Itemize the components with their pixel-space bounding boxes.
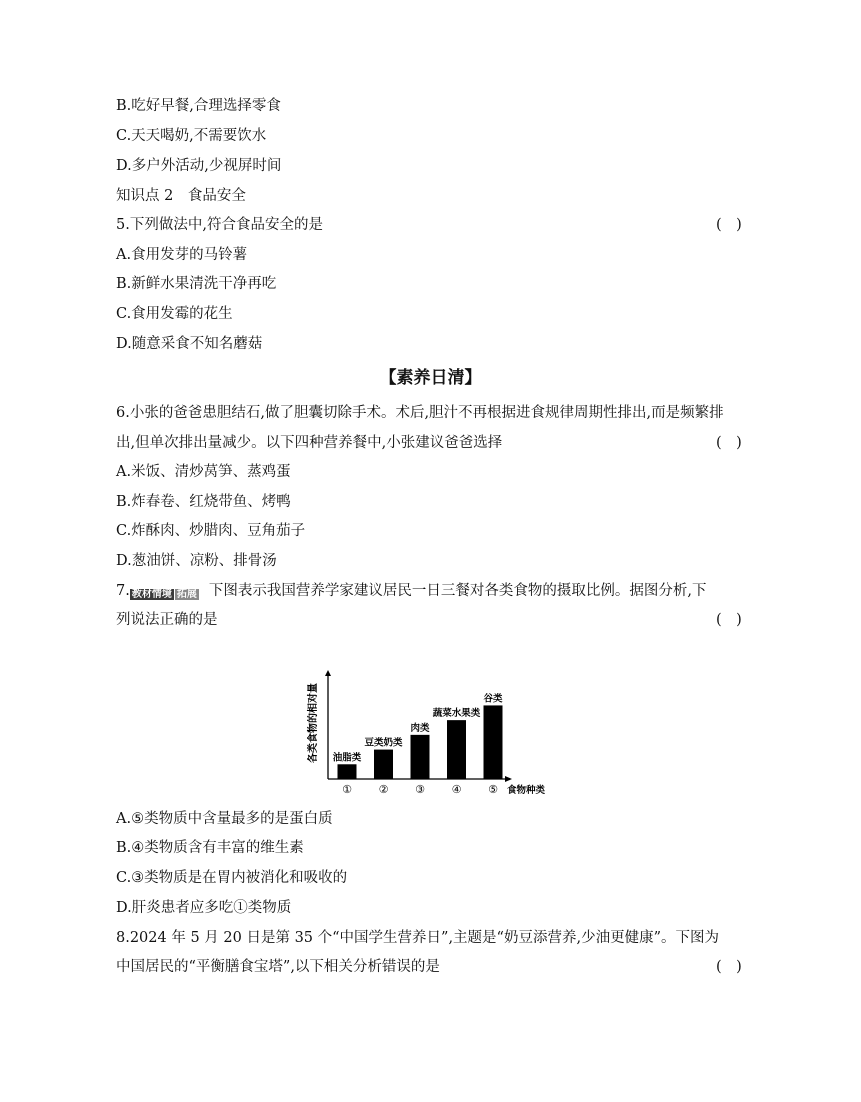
q7-stem-line1 <box>116 581 706 602</box>
q6-option-b: B.炸春卷、红烧带鱼、烤鸭 <box>116 494 291 510</box>
q5-option-a: A.食用发芽的马铃薯 <box>116 247 248 263</box>
x-axis-label: 食物种类 <box>507 785 546 796</box>
x-tick-label-4: ④ <box>451 783 462 796</box>
bar-1 <box>338 764 357 779</box>
x-axis-arrow <box>505 776 512 782</box>
q7-stem-line2: 列说法正确的是 <box>116 612 218 628</box>
q6-stem-line1: 6.小张的爸爸患胆结石,做了胆囊切除手术。术后,胆汁不再根据进食规律周期性排出,而是频繁排 <box>116 405 724 421</box>
food-proportion-chart <box>300 668 562 804</box>
textbook-context-badge <box>130 588 199 602</box>
x-tick-label-3: ③ <box>415 783 425 796</box>
q5-stem: 5.下列做法中,符合食品安全的是 <box>116 217 323 233</box>
badge-part1: 教材情境 <box>131 589 172 600</box>
q6-answer-blank: ( ) <box>716 435 742 451</box>
q7-answer-blank: ( ) <box>716 612 742 628</box>
q6-option-c: C.炸酥肉、炒腊肉、豆角茄子 <box>116 523 306 539</box>
bar-label-4: 蔬菜水果类 <box>432 708 481 720</box>
knowledge-point-heading: 知识点 2 食品安全 <box>116 188 246 204</box>
bar-5 <box>484 705 503 779</box>
q8-stem-line1: 8.2024 年 5 月 20 日是第 35 个“中国学生营养日”,主题是“奶豆添营养,少油更健康”。下图为 <box>116 930 719 946</box>
q7-option-d: D.肝炎患者应多吃①类物质 <box>116 900 292 916</box>
q7-stem-text: 下图表示我国营养学家建议居民一日三餐对各类食物的摄取比例。据图分析,下 <box>208 583 707 599</box>
q7-number: 7. <box>116 583 130 599</box>
bar-label-2: 豆类奶类 <box>364 737 403 749</box>
badge-part2: 拓展 <box>176 589 197 600</box>
x-tick-label-2: ② <box>378 783 389 796</box>
q5-option-c: C.食用发霉的花生 <box>116 306 233 322</box>
q7-option-b: B.④类物质含有丰富的维生素 <box>116 840 304 856</box>
q5-option-b: B.新鲜水果清洗干净再吃 <box>116 276 277 292</box>
q6-option-d: D.葱油饼、凉粉、排骨汤 <box>116 553 277 569</box>
q6-stem-line2: 出,但单次排出量减少。以下四种营养餐中,小张建议爸爸选择 <box>116 435 503 451</box>
x-tick-label-5: ⑤ <box>488 783 498 796</box>
x-tick-label-1: ① <box>342 783 352 796</box>
q6-option-a: A.米饭、清炒莴笋、蒸鸡蛋 <box>116 464 291 480</box>
q8-answer-blank: ( ) <box>716 959 742 975</box>
y-axis-label: 各类食物的相对量 <box>308 683 319 763</box>
bar-4 <box>447 720 466 779</box>
bar-2 <box>374 750 393 779</box>
q8-stem-line2: 中国居民的“平衡膳食宝塔”,以下相关分析错误的是 <box>116 959 440 975</box>
bar-label-3: 肉类 <box>410 722 430 734</box>
y-axis-arrow <box>325 670 331 676</box>
section-heading: 【素养日清】 <box>379 368 482 388</box>
q4-option-d: D.多户外活动,少视屏时间 <box>116 158 282 174</box>
q7-option-a: A.⑤类物质中含量最多的是蛋白质 <box>116 811 333 827</box>
q7-option-c: C.③类物质是在胃内被消化和吸收的 <box>116 870 348 886</box>
q5-answer-blank: ( ) <box>716 217 742 233</box>
bar-label-1: 油脂类 <box>332 752 362 764</box>
bar-label-5: 谷类 <box>483 693 503 705</box>
bar-3 <box>411 735 430 779</box>
q4-option-b: B.吃好早餐,合理选择零食 <box>116 98 281 114</box>
q4-option-c: C.天天喝奶,不需要饮水 <box>116 128 267 144</box>
q5-option-d: D.随意采食不知名蘑菇 <box>116 336 263 352</box>
